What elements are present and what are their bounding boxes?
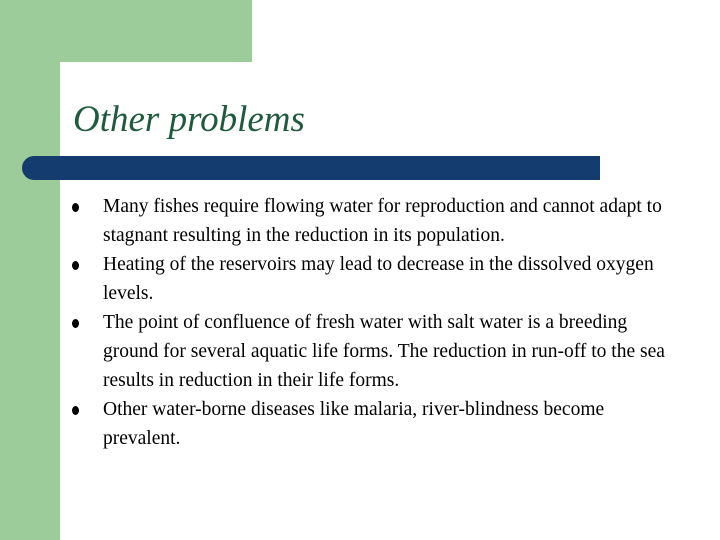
bullet-item bbox=[72, 395, 672, 453]
bullet-list bbox=[72, 192, 672, 453]
slide-title: Other problems bbox=[73, 99, 305, 140]
bullet-item bbox=[72, 308, 672, 395]
bullet-dot-icon bbox=[72, 203, 79, 212]
bullet-text: Heating of the reservoirs may lead to decrease in the dissolved oxygen levels. bbox=[103, 254, 654, 304]
bullet-item bbox=[72, 192, 672, 250]
bullet-dot-icon bbox=[72, 261, 79, 270]
bullet-text: Many fishes require flowing water for reproduction and cannot adapt to stagnant resulting in the reduction in its population. bbox=[103, 196, 662, 246]
green-accent-bar-left bbox=[0, 0, 60, 540]
bullet-text: Other water-borne diseases like malaria, river-blindness become prevalent. bbox=[103, 399, 605, 449]
bullet-text: The point of confluence of fresh water with salt water is a breeding ground for several aquatic life forms. The reduction in run-off to the sea results in reduction in their life forms. bbox=[103, 312, 665, 391]
bullet-dot-icon bbox=[72, 406, 79, 415]
bullet-dot-icon bbox=[72, 319, 79, 328]
title-underline-bar bbox=[22, 156, 600, 180]
bullet-item bbox=[72, 250, 672, 308]
